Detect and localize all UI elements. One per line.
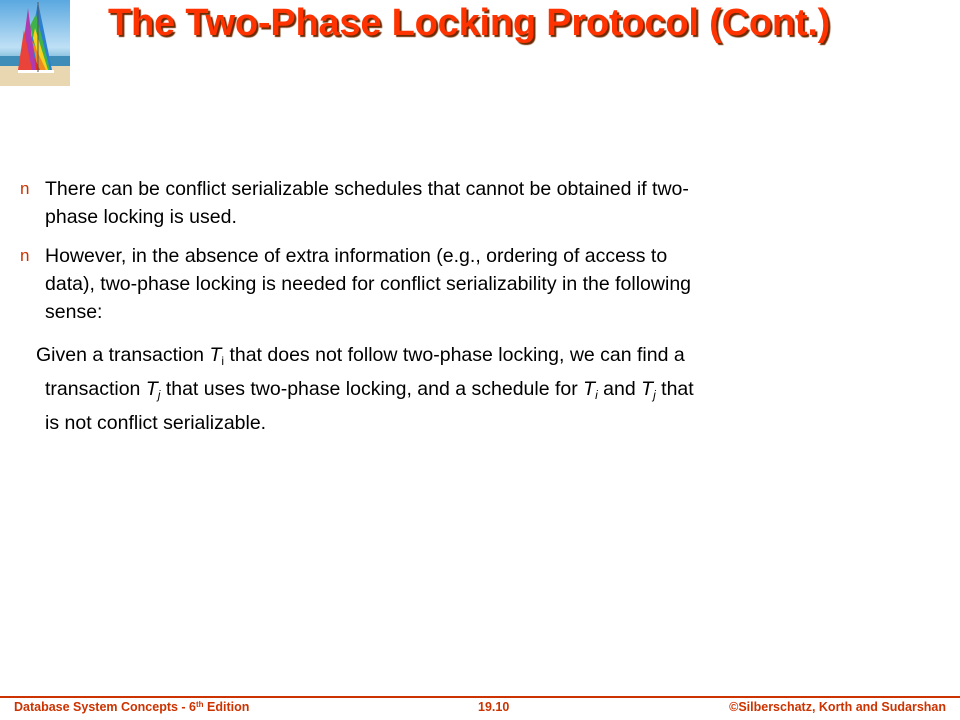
bullet-text: However, in the absence of extra information (e.g., ordering of access to data), two-phase locking is needed for conflict serializability in the following sense: [45, 245, 692, 323]
bullet-marker-icon: n [20, 246, 30, 265]
paragraph-line: is not conflict serializable. [45, 412, 267, 434]
bullet-item [20, 175, 824, 231]
bullet-marker-icon: n [20, 179, 30, 198]
footer-copyright: ©Silberschatz, Korth and Sudarshan [729, 700, 946, 714]
footer-divider [0, 696, 960, 698]
paragraph-line: transaction $T_j$ that uses two-phase locking, and a schedule for $T_i$ and $T_j$ that [45, 378, 694, 402]
bullet-text: There can be conflict serializable schedules that cannot be obtained if two- phase locking is used. [45, 178, 689, 228]
footer-book-title: Database System Concepts - 6th Edition [14, 700, 250, 714]
footer-page-number: 19.10 [478, 700, 510, 714]
paragraph-line: Given a transaction $T_i$ that does not follow two-phase locking, we can find a [36, 344, 685, 368]
bullet-item [20, 242, 824, 326]
slide-title: The Two-Phase Locking Protocol (Cont.) [108, 2, 831, 44]
definition-paragraph [36, 341, 856, 437]
